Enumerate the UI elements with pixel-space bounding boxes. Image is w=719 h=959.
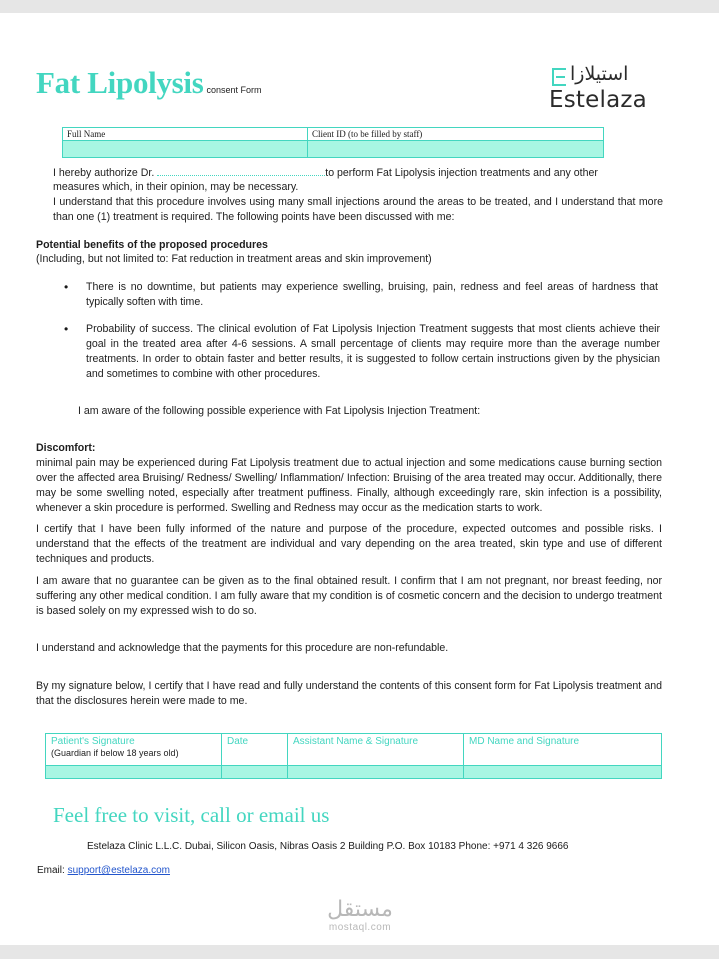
md-signature-field[interactable] (464, 766, 662, 779)
email-link[interactable]: support@estelaza.com (67, 865, 170, 876)
certify-statement: I certify that I have been fully informed of the nature and purpose of the procedure, expected outcomes and possible risks. I understand that the effects of the treatment are individual and vary depending on the area treated, skin type and use of different techniques and products. (36, 523, 662, 565)
date-header: Date (222, 734, 288, 766)
benefit-item: There is no downtime, but patients may experience swelling, bruising, pain, redness and feel areas of hardness that typically soften with time. (86, 281, 658, 308)
email-label: Email: (37, 865, 65, 876)
patient-signature-field[interactable] (46, 766, 222, 779)
benefit-item: Probability of success. The clinical evolution of Fat Lipolysis Injection Treatment suggests that most clients achieve their goal in the treated area after 4-6 sessions. A small percentage of clients may require more than the average number treatments. In order to obtain faster and better results, it is suggested to follow certain instructions given by the physician and sometimes to combine with other procedures. (86, 323, 660, 380)
assistant-signature-field[interactable] (288, 766, 464, 779)
payments-statement: I understand and acknowledge that the payments for this procedure are non-refundable. (36, 642, 449, 654)
doctor-name-field[interactable] (157, 165, 325, 176)
bullet-icon: • (64, 322, 69, 336)
client-id-label: Client ID (to be filled by staff) (308, 128, 604, 141)
awareness-statement: I am aware of the following possible experience with Fat Lipolysis Injection Treatment: (78, 405, 481, 417)
bottom-margin-bar (0, 945, 719, 959)
logo-mark-icon (552, 68, 566, 86)
watermark-arabic: مستقل (327, 897, 393, 922)
top-margin-bar (0, 0, 719, 13)
authorization-line1 (53, 165, 663, 181)
guardian-note: (Guardian if below 18 years old) (51, 748, 179, 758)
authorization-text-after: to perform Fat Lipolysis injection treatments and any other (325, 167, 598, 179)
form-title-sub: consent Form (206, 85, 262, 95)
signature-table (45, 733, 662, 779)
estelaza-logo (548, 54, 648, 120)
patient-signature-header (46, 734, 222, 766)
logo-arabic: استيلازا (570, 63, 629, 85)
client-id-field[interactable] (308, 141, 604, 158)
contact-email (37, 865, 170, 876)
date-field[interactable] (222, 766, 288, 779)
full-name-field[interactable] (63, 141, 308, 158)
benefits-heading: Potential benefits of the proposed procedures (36, 239, 268, 251)
bullet-icon: • (64, 280, 69, 294)
footer-headline: Feel free to visit, call or email us (53, 803, 330, 827)
form-title-main: Fat Lipolysis (36, 65, 204, 100)
clinic-address: Estelaza Clinic L.L.C. Dubai, Silicon Oasis, Nibras Oasis 2 Building P.O. Box 10183 Phone: +971 4 326 9666 (87, 841, 569, 852)
client-id-table (62, 127, 604, 158)
discomfort-body: minimal pain may be experienced during Fat Lipolysis treatment due to actual injection and some medications cause burning section over the affected area Bruising/ Redness/ Swelling/ Inflammation/ Infection: Bruising of the area treated may occur. Additionally, there may be some swelling noted, especially after treatment puffiness. Finally, although exceedingly rare, skin infection is a possibility, whenever a skin procedure is performed. Swelling and Redness may occur as the medication starts to work. (36, 457, 662, 514)
watermark-latin: mostaql.com (328, 922, 392, 933)
assistant-header: Assistant Name & Signature (288, 734, 464, 766)
discomfort-heading: Discomfort: (36, 442, 96, 454)
guarantee-statement: I am aware that no guarantee can be given as to the final obtained result. I confirm that I am not pregnant, nor breast feeding, nor suffering any other medical condition. I am fully aware that my condition is of cosmetic concern and the decision to undergo treatment is based solely on my expressed wish to do so. (36, 575, 662, 617)
patient-signature-label: Patient's Signature (51, 736, 135, 747)
benefits-subheading: (Including, but not limited to: Fat reduction in treatment areas and skin improvement) (36, 253, 432, 265)
signature-statement: By my signature below, I certify that I have read and fully understand the contents of this consent form for Fat Lipolysis treatment and that the disclosures herein were made to me. (36, 680, 662, 707)
form-title (36, 65, 262, 101)
md-header: MD Name and Signature (464, 734, 662, 766)
mostaql-watermark (310, 898, 410, 933)
authorization-line2: measures which, in their opinion, may be necessary. (53, 181, 299, 193)
full-name-label: Full Name (63, 128, 308, 141)
logo-latin: Estelaza (549, 87, 647, 113)
authorization-line3: I understand that this procedure involves using many small injections around the areas to be treated, and I understand that more than one (1) treatment is required. The following points have been discussed with me: (53, 196, 663, 223)
authorization-text-before: I hereby authorize Dr. (53, 167, 155, 179)
